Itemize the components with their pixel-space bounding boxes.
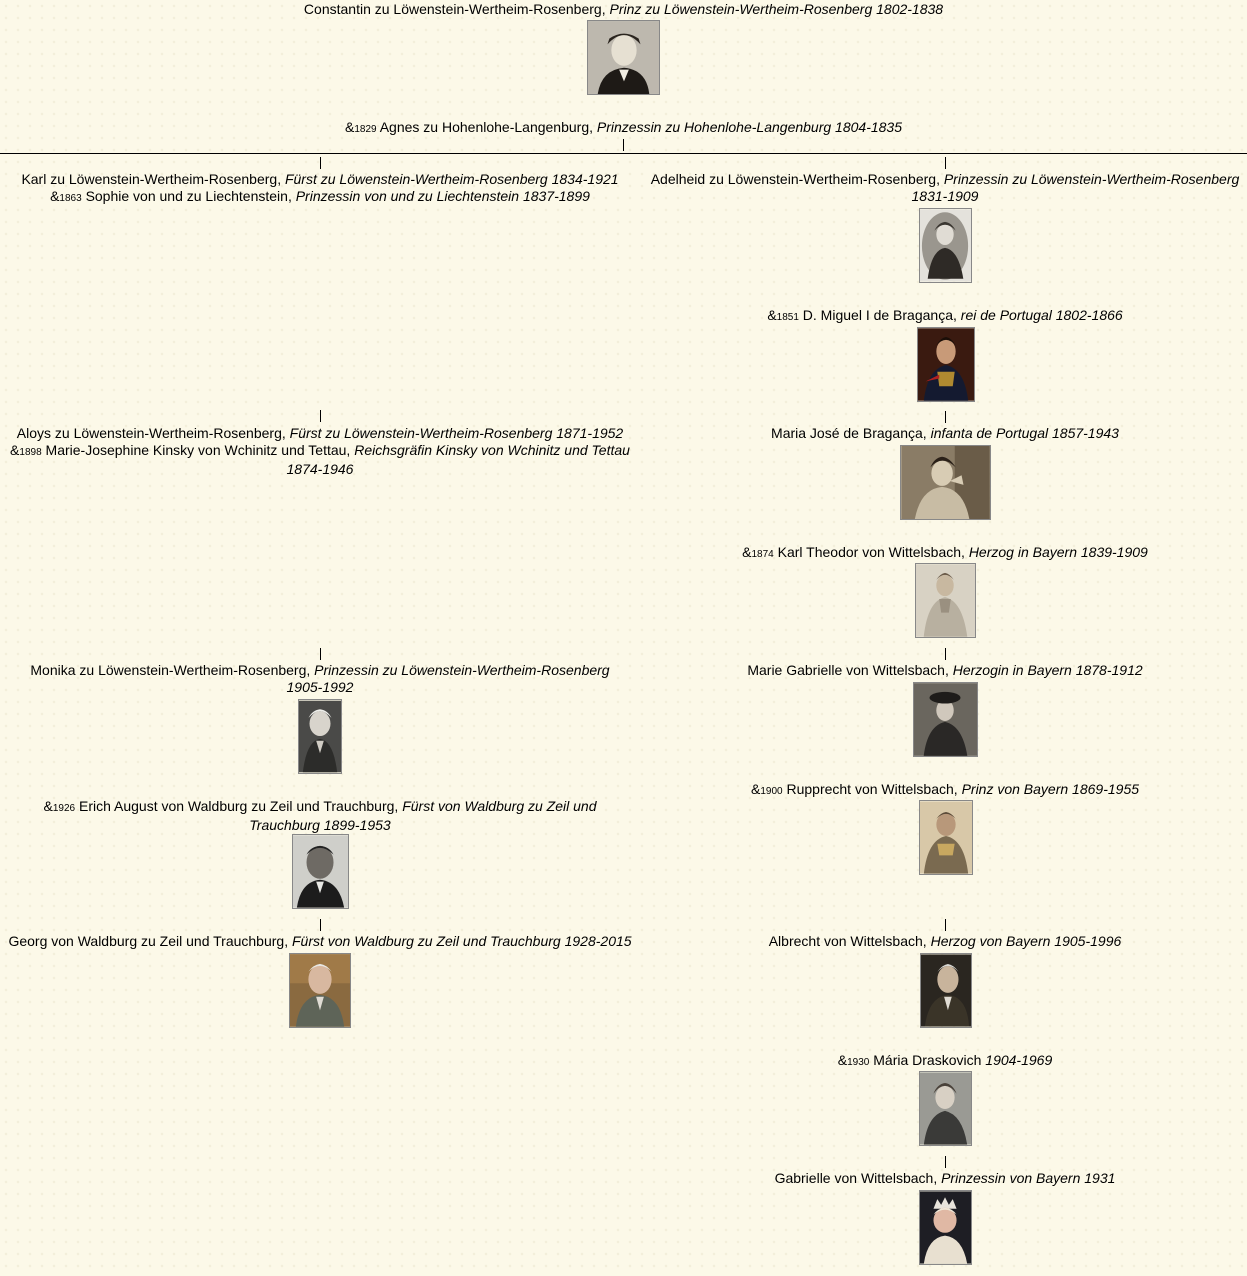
marriage-year: 1926 bbox=[52, 803, 76, 814]
mariegabrielle-portrait[interactable] bbox=[913, 682, 978, 757]
connector bbox=[945, 648, 946, 660]
person-name[interactable]: Georg von Waldburg zu Zeil und Trauchburg bbox=[8, 933, 285, 949]
person-name[interactable]: Constantin zu Löwenstein-Wertheim-Rosenberg bbox=[303, 1, 602, 17]
person-name[interactable]: Marie Gabrielle von Wittelsbach bbox=[747, 662, 945, 678]
marriage-year: 1829 bbox=[354, 124, 377, 135]
connector bbox=[320, 919, 321, 931]
adelheid-portrait[interactable] bbox=[919, 208, 972, 283]
monika-portrait[interactable] bbox=[298, 699, 342, 774]
person-karl: Karl zu Löwenstein-Wertheim-Rosenberg, Fürst zu Löwenstein-Wertheim-Rosenberg 1834-1921 &1863 Sophie von und zu Liechtenstein, Prinzessin von und zu Liechtenstein 1837-1899 bbox=[21, 171, 619, 204]
person-title: Fürst zu Löwenstein-Wertheim-Rosenberg 1834-1921 bbox=[284, 171, 619, 187]
erich-portrait[interactable] bbox=[292, 834, 349, 909]
spouse-title-continued: Trauchburg 1899-1953 bbox=[249, 817, 391, 833]
person-name[interactable]: Gabrielle von Wittelsbach bbox=[774, 1170, 934, 1186]
person-dates: 1905-1992 bbox=[286, 679, 354, 695]
spouse-name[interactable]: Mária Draskovich bbox=[873, 1052, 982, 1068]
person-name[interactable]: Maria José de Bragança bbox=[771, 425, 923, 441]
spouse-name[interactable]: Erich August von Waldburg zu Zeil und Trauchburg bbox=[78, 798, 395, 814]
karltheodor-portrait[interactable] bbox=[915, 563, 976, 638]
marriage-year: 1874 bbox=[751, 549, 774, 560]
person-name[interactable]: Aloys zu Löwenstein-Wertheim-Rosenberg bbox=[16, 425, 282, 441]
spouse-name[interactable]: Rupprecht von Wittelsbach bbox=[786, 781, 954, 797]
person-name[interactable]: Karl zu Löwenstein-Wertheim-Rosenberg bbox=[21, 171, 278, 187]
person-dates: 1831-1909 bbox=[911, 188, 979, 204]
spouse-title: Prinz von Bayern 1869-1955 bbox=[961, 781, 1140, 797]
person-title: Fürst von Waldburg zu Zeil und Trauchburg 1928-2015 bbox=[291, 933, 632, 949]
person-erich: &1926 Erich August von Waldburg zu Zeil und Trauchburg, Fürst von Waldburg zu Zeil und Trauchburg 1899-1953 bbox=[0, 798, 640, 834]
marriage-year: 1863 bbox=[59, 193, 82, 204]
person-georg: Georg von Waldburg zu Zeil und Trauchburg, Fürst von Waldburg zu Zeil und Trauchburg 1928-2015 bbox=[8, 933, 632, 949]
root-portrait[interactable] bbox=[587, 20, 660, 95]
marriage-year: 1900 bbox=[760, 786, 783, 797]
person-title: Prinzessin zu Löwenstein-Wertheim-Rosenberg bbox=[943, 171, 1240, 187]
generation-line bbox=[0, 153, 1247, 154]
rupprecht-portrait[interactable] bbox=[919, 800, 973, 875]
person-adelheid: Adelheid zu Löwenstein-Wertheim-Rosenberg, Prinzessin zu Löwenstein-Wertheim-Rosenberg 1831-1909 bbox=[643, 171, 1247, 205]
mariajose-portrait[interactable] bbox=[900, 445, 991, 520]
marriage-year: 1851 bbox=[776, 312, 799, 323]
person-title: Fürst zu Löwenstein-Wertheim-Rosenberg 1871-1952 bbox=[289, 425, 624, 441]
connector bbox=[623, 139, 624, 151]
root-spouse: &1829 Agnes zu Hohenlohe-Langenburg, Prinzessin zu Hohenlohe-Langenburg 1804-1835 bbox=[345, 119, 902, 135]
maria-portrait[interactable] bbox=[919, 1071, 972, 1146]
person-maria: &1930 Mária Draskovich 1904-1969 bbox=[837, 1052, 1053, 1068]
connector bbox=[945, 1156, 946, 1168]
spouse-name[interactable]: Marie-Josephine Kinsky von Wchinitz und Tettau bbox=[45, 442, 347, 458]
person-miguel: &1851 D. Miguel I de Bragança, rei de Portugal 1802-1866 bbox=[767, 307, 1123, 323]
georg-portrait[interactable] bbox=[289, 953, 351, 1028]
spouse-title: 1904-1969 bbox=[985, 1052, 1053, 1068]
spouse-name[interactable]: D. Miguel I de Bragança bbox=[802, 307, 953, 323]
person-name[interactable]: Monika zu Löwenstein-Wertheim-Rosenberg bbox=[30, 662, 307, 678]
spouse-dates: 1874-1946 bbox=[286, 461, 354, 477]
person-title: Prinz zu Löwenstein-Wertheim-Rosenberg 1802-1838 bbox=[609, 1, 944, 17]
spouse-title: rei de Portugal 1802-1866 bbox=[960, 307, 1123, 323]
albrecht-portrait[interactable] bbox=[920, 953, 972, 1028]
spouse-title: Prinzessin von und zu Liechtenstein 1837-1899 bbox=[295, 188, 590, 204]
miguel-portrait[interactable] bbox=[917, 327, 975, 402]
connector bbox=[945, 411, 946, 423]
spouse-name[interactable]: Sophie von und zu Liechtenstein bbox=[85, 188, 288, 204]
person-title: Herzogin in Bayern 1878-1912 bbox=[952, 662, 1143, 678]
connector bbox=[320, 648, 321, 660]
spouse-title: Herzog in Bayern 1839-1909 bbox=[968, 544, 1148, 560]
person-title: Prinzessin zu Löwenstein-Wertheim-Rosenberg bbox=[314, 662, 610, 678]
person-name[interactable]: Albrecht von Wittelsbach bbox=[768, 933, 923, 949]
person-title: Prinzessin von Bayern 1931 bbox=[941, 1170, 1116, 1186]
marriage-year: 1930 bbox=[847, 1057, 870, 1068]
spouse-title: Prinzessin zu Hohenlohe-Langenburg 1804-1835 bbox=[596, 119, 902, 135]
person-rupprecht: &1900 Rupprecht von Wittelsbach, Prinz von Bayern 1869-1955 bbox=[750, 781, 1140, 797]
root-person: Constantin zu Löwenstein-Wertheim-Rosenberg, Prinz zu Löwenstein-Wertheim-Rosenberg 1802-1838 bbox=[303, 1, 944, 17]
person-title: infanta de Portugal 1857-1943 bbox=[930, 425, 1119, 441]
spouse-name[interactable]: Agnes zu Hohenlohe-Langenburg bbox=[379, 119, 590, 135]
person-mariajose: Maria José de Bragança, infanta de Portugal 1857-1943 bbox=[771, 425, 1119, 441]
gabrielle-portrait[interactable] bbox=[919, 1190, 972, 1265]
connector bbox=[320, 410, 321, 422]
person-mariegabrielle: Marie Gabrielle von Wittelsbach, Herzogin in Bayern 1878-1912 bbox=[747, 662, 1143, 678]
connector bbox=[945, 157, 946, 169]
marriage-year: 1898 bbox=[19, 447, 42, 458]
person-aloys: Aloys zu Löwenstein-Wertheim-Rosenberg, Fürst zu Löwenstein-Wertheim-Rosenberg 1871-1952 &1898 Marie-Josephine Kinsky von Wchinitz und Tettau, Reichsgräfin Kinsky von Wchinitz und Tettau 1874-1946 bbox=[0, 425, 640, 478]
person-gabrielle: Gabrielle von Wittelsbach, Prinzessin von Bayern 1931 bbox=[774, 1170, 1116, 1186]
person-name[interactable]: Adelheid zu Löwenstein-Wertheim-Rosenberg bbox=[650, 171, 937, 187]
spouse-name[interactable]: Karl Theodor von Wittelsbach bbox=[777, 544, 962, 560]
connector bbox=[320, 157, 321, 169]
person-karltheodor: &1874 Karl Theodor von Wittelsbach, Herzog in Bayern 1839-1909 bbox=[742, 544, 1148, 560]
person-monika: Monika zu Löwenstein-Wertheim-Rosenberg, Prinzessin zu Löwenstein-Wertheim-Rosenberg 1905-1992 bbox=[0, 662, 640, 696]
person-title: Herzog von Bayern 1905-1996 bbox=[930, 933, 1122, 949]
connector bbox=[945, 919, 946, 931]
spouse-title: Fürst von Waldburg zu Zeil und bbox=[402, 798, 597, 814]
person-albrecht: Albrecht von Wittelsbach, Herzog von Bayern 1905-1996 bbox=[768, 933, 1122, 949]
spouse-title: Reichsgräfin Kinsky von Wchinitz und Tettau bbox=[354, 442, 630, 458]
